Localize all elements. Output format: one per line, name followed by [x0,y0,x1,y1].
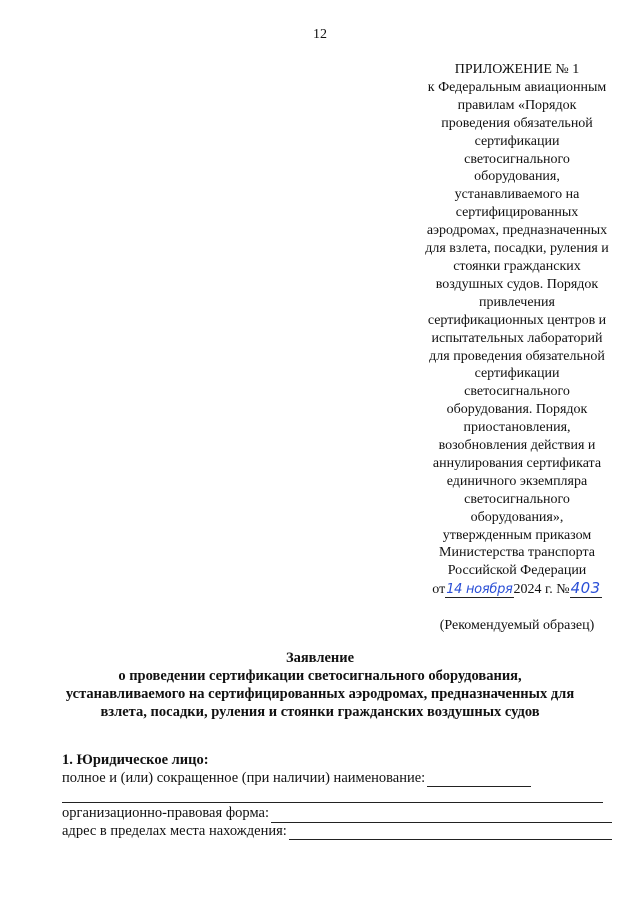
appendix-line: сертификации [474,133,560,149]
handwritten-date: 14 ноября [446,582,513,598]
handwritten-order-number: 403 [570,579,601,598]
appendix-line: испытательных лабораторий [431,330,603,346]
appendix-line: возобновления действия и [438,438,596,454]
appendix-line: Российской Федерации [447,563,587,579]
application-subheading-line: взлета, посадки, руления и стоянки гражданских воздушных судов [100,704,540,720]
legal-form-label: организационно-правовая форма: [62,805,269,821]
page-number: 12 [313,27,327,42]
appendix-line: правилам «Порядок [457,97,577,113]
appendix-line: устанавливаемого на [454,187,580,203]
appendix-line: Министерства транспорта [439,545,595,561]
appendix-line: сертификационных центров и [427,312,607,328]
appendix-line: светосигнального [464,151,570,167]
legal-form-row [62,805,612,823]
appendix-line: к Федеральным авиационным [427,79,607,95]
full-name-field[interactable] [427,772,531,787]
address-label: адрес в пределах места нахождения: [62,822,287,839]
appendix-line: стоянки гражданских [453,258,581,274]
sample-note: (Рекомендуемый образец) [439,618,595,634]
approval-line [392,580,640,599]
appendix-line: проведения обязательной [441,115,593,131]
appendix-line: для проведения обязательной [429,348,605,364]
appendix-line: светосигнального [464,384,570,400]
appendix-line: аэродромах, предназначенных [426,223,608,239]
application-title: Заявление [285,650,355,666]
legal-form-field[interactable] [271,808,612,823]
section-legal-entity [62,752,612,840]
application-heading [0,649,640,721]
appendix-line: единичного экземпляра [446,473,588,489]
appendix-line: утвержденным приказом [442,527,592,543]
address-field[interactable] [289,825,612,840]
appendix-line: воздушных судов. Порядок [435,276,599,292]
appendix-line: сертификации [474,366,560,382]
application-subheading-line: устанавливаемого на сертифицированных аэродромах, предназначенных для [65,686,575,702]
approval-prefix: от [432,582,446,598]
appendix-line: оборудования. Порядок [446,402,588,418]
appendix-line: светосигнального [464,491,570,507]
appendix-line: аннулирования сертификата [432,455,602,471]
appendix-line: для взлета, посадки, руления и [425,241,609,257]
appendix-line: привлечения [479,294,555,310]
appendix-line: оборудования, [474,169,560,185]
address-row [62,823,612,841]
full-name-continuation-field[interactable] [62,787,603,803]
full-name-label: полное и (или) сокращенное (при наличии) наименование: [62,769,426,786]
appendix-title: ПРИЛОЖЕНИЕ № 1 [454,62,580,77]
appendix-line: сертифицированных [455,205,579,221]
application-subheading-line: о проведении сертификации светосигнального оборудования, [118,668,522,684]
appendix-line: приостановления, [463,420,571,436]
appendix-block [392,61,640,635]
full-name-row [62,770,612,788]
approval-year: 2024 г. № [513,582,570,598]
section-title: 1. Юридическое лицо: [62,752,209,768]
appendix-line: оборудования», [470,509,564,525]
